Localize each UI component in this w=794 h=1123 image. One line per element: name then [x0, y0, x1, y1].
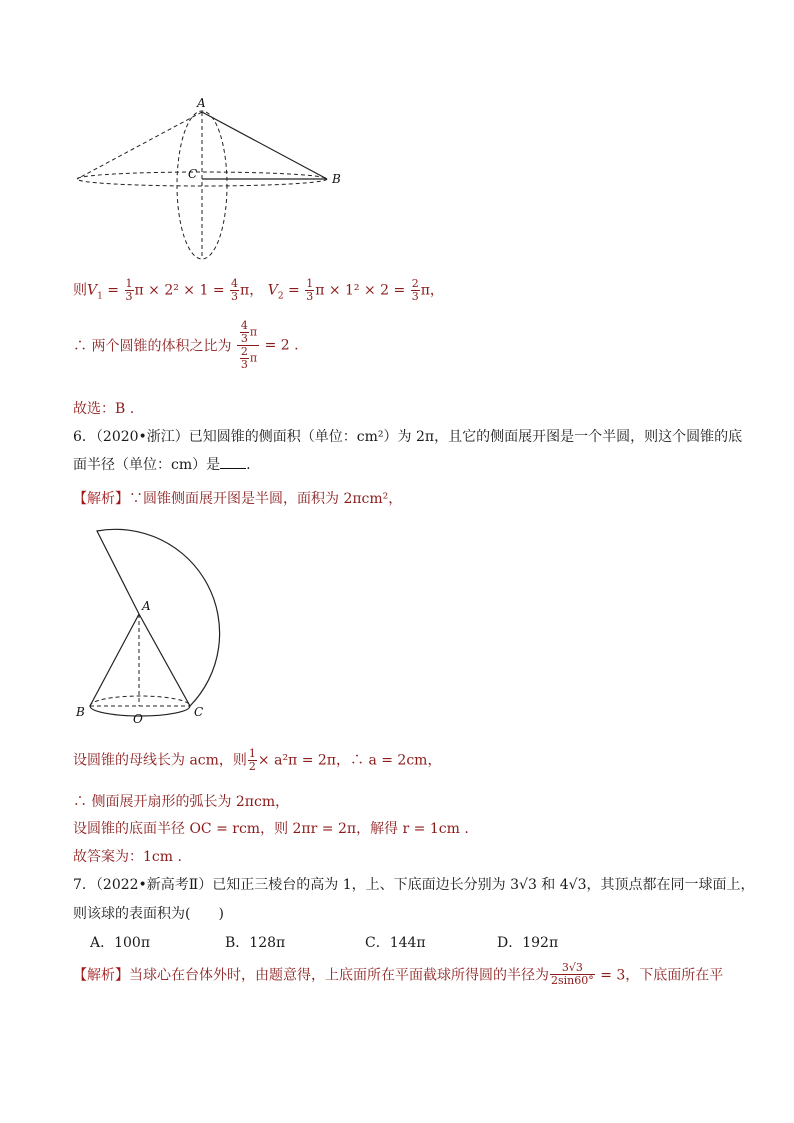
label-a: A	[142, 599, 151, 613]
segment-ab	[90, 614, 139, 706]
option-a: A．100π	[90, 935, 151, 951]
frac-num: 1	[306, 277, 314, 290]
sol6-line2-post: × a²π = 2π，∴ a = 2cm，	[257, 752, 442, 769]
cone-unfolding-figure	[70, 520, 270, 730]
v2-symbol: V	[267, 282, 278, 299]
frac-den: 2	[248, 760, 256, 773]
v2-index: 2	[277, 291, 284, 302]
volume-line	[73, 278, 444, 303]
fraction-one-third	[125, 278, 134, 303]
option-b: B．128π	[225, 935, 286, 951]
choose-b-text: 故选：B .	[73, 401, 135, 417]
solution-tag: 【解析】	[73, 967, 129, 984]
ratio-result: = 2 .	[264, 337, 299, 354]
v2-expression: π × 1² × 2 =	[315, 282, 410, 299]
ratio-bottom-frac	[240, 346, 249, 371]
frac-den: 3	[306, 290, 314, 303]
ratio-bottom-pi: π	[249, 351, 258, 365]
answer-blank	[220, 456, 246, 469]
solution-6-line-2	[73, 748, 441, 773]
option-d: D．192π	[497, 935, 559, 951]
v1-expression: π × 2² × 1 =	[134, 282, 230, 299]
frac-num: 4	[240, 319, 248, 332]
fraction-one-third-2	[305, 278, 314, 303]
frac-num: 4	[231, 277, 239, 290]
frac-den: 3	[240, 358, 248, 371]
solution-7-text: 当球心在台体外时，由题意得，上底面所在平面截球所得圆的半径为	[129, 967, 549, 984]
v2-equals: =	[283, 282, 305, 299]
v1-equals: =	[102, 282, 124, 299]
ratio-compound-fraction	[237, 320, 259, 371]
question-6-end: .	[246, 457, 251, 473]
v2-end: π，	[420, 282, 444, 299]
double-cone-figure	[70, 92, 360, 264]
frac-den: 2sin60°	[551, 974, 594, 987]
question-7-line-2: 则该球的表面积为( )	[73, 906, 224, 922]
label-a: A	[197, 96, 206, 110]
solution-7-line-1	[73, 962, 723, 987]
frac-den: 3	[231, 290, 239, 303]
question-7-line-1: 7．（2022•新高考Ⅱ）已知正三棱台的高为 1，上、下底面边长分别为 3√3 和 4√3，其顶点都在同一球面上，	[73, 877, 755, 893]
label-c: C	[188, 167, 198, 181]
label-b: B	[332, 172, 341, 186]
dashed-generator	[77, 112, 202, 179]
solution-6-text: ∵圆锥侧面展开图是半圆，面积为 2πcm²，	[129, 491, 403, 507]
v1-index: 1	[97, 291, 103, 302]
volume-prefix: 则	[73, 282, 87, 299]
base-back-arc	[90, 696, 190, 706]
ratio-top-pi: π	[249, 325, 258, 339]
frac-den: 3	[125, 290, 133, 303]
frac-den: 3	[240, 332, 248, 345]
option-c: C．144π	[365, 935, 426, 951]
label-b: B	[76, 705, 85, 719]
solution-6-line-4: 设圆锥的底面半径 OC = rcm，则 2πr = 2π，解得 r = 1cm .	[73, 821, 469, 837]
question-6-line-1: 6．（2020•浙江）已知圆锥的侧面积（单位：cm²）为 2π，且它的侧面展开图是一个半圆，则这个圆锥的底	[73, 429, 743, 445]
ratio-prefix: ∴ 两个圆锥的体积之比为	[73, 338, 232, 355]
solution-6-line-3: ∴ 侧面展开扇形的弧长为 2πcm，	[73, 794, 290, 810]
v1-end: π，	[240, 282, 264, 299]
ratio-top	[237, 320, 259, 346]
label-o: O	[133, 712, 143, 726]
v1-symbol: V	[87, 282, 98, 299]
fraction-one-half	[248, 748, 257, 773]
fraction-two-thirds	[411, 278, 420, 303]
frac-den: 3	[411, 290, 419, 303]
fraction-radius	[550, 962, 595, 987]
solution-tag: 【解析】	[73, 491, 129, 507]
sol6-line2-pre: 设圆锥的母线长为 acm，则	[73, 752, 247, 769]
fraction-four-thirds	[230, 278, 239, 303]
frac-num: 2	[240, 345, 248, 358]
frac-num: 1	[125, 277, 133, 290]
ratio-top-frac	[240, 320, 249, 345]
ratio-line	[73, 320, 299, 371]
frac-num: 3√3	[550, 962, 595, 975]
question-6-line-2	[73, 454, 251, 474]
frac-num: 1	[248, 747, 256, 760]
question-6-text: 面半径（单位：cm）是	[73, 457, 221, 473]
solution-6-answer: 故答案为：1cm .	[73, 849, 182, 865]
segment-ab	[202, 112, 327, 179]
ratio-bottom	[237, 346, 259, 371]
frac-num: 2	[411, 277, 419, 290]
semicircle-sector	[97, 529, 220, 706]
solution-6-intro	[73, 488, 402, 508]
solution-7-post: = 3，下底面所在平	[595, 967, 724, 984]
label-c: C	[194, 705, 204, 719]
